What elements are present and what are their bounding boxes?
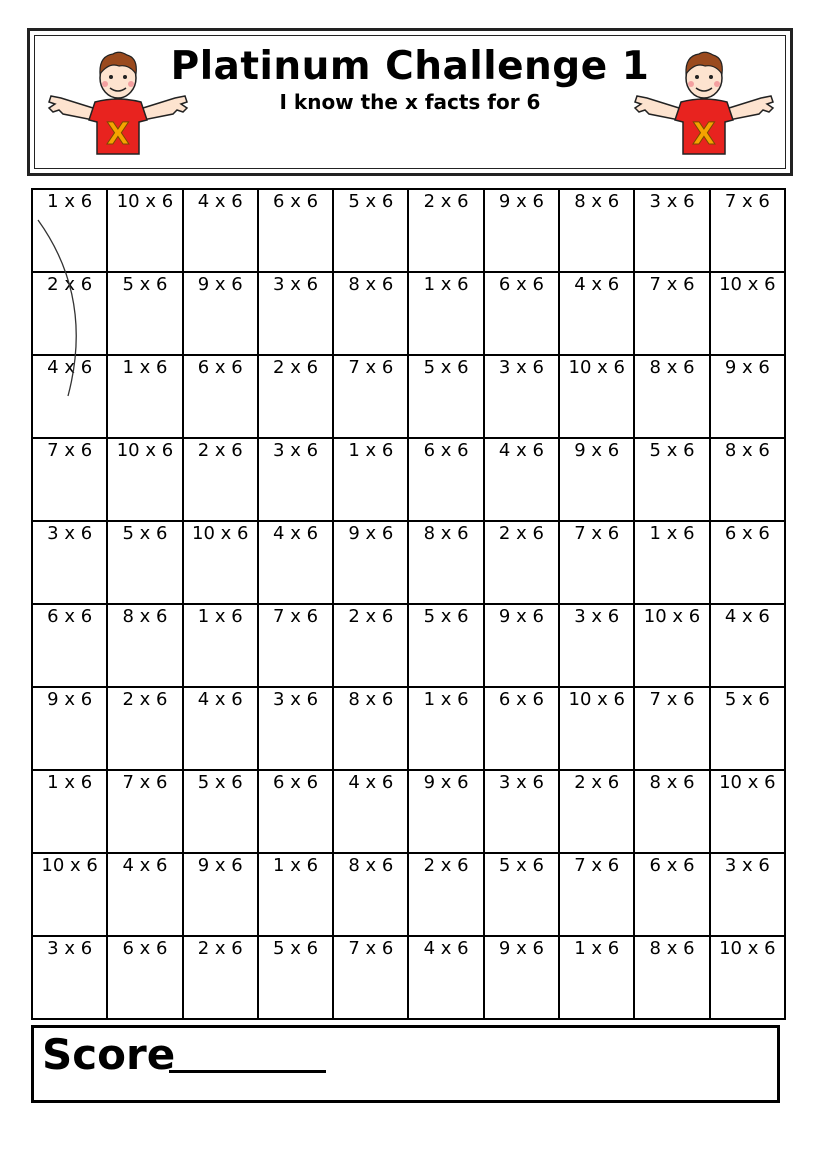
multiplication-question: 1 x 6 bbox=[47, 772, 93, 793]
multiplication-cell[interactable] bbox=[484, 936, 559, 1019]
multiplication-cell[interactable] bbox=[258, 936, 333, 1019]
multiplication-cell[interactable] bbox=[484, 853, 559, 936]
multiplication-question: 4 x 6 bbox=[273, 523, 319, 544]
multiplication-question: 1 x 6 bbox=[273, 855, 319, 876]
multiplication-question: 8 x 6 bbox=[348, 689, 394, 710]
grid-row bbox=[32, 521, 785, 604]
multiplication-question: 3 x 6 bbox=[47, 523, 93, 544]
multiplication-cell[interactable] bbox=[183, 438, 258, 521]
multiplication-cell[interactable] bbox=[559, 521, 634, 604]
multiplication-cell[interactable] bbox=[258, 438, 333, 521]
multiplication-cell[interactable] bbox=[710, 272, 785, 355]
multiplication-question: 6 x 6 bbox=[498, 274, 544, 295]
multiplication-cell[interactable] bbox=[710, 604, 785, 687]
page-subtitle: I know the x facts for 6 bbox=[279, 90, 541, 114]
multiplication-question: 4 x 6 bbox=[122, 855, 168, 876]
multiplication-cell[interactable] bbox=[710, 770, 785, 853]
multiplication-question: 4 x 6 bbox=[574, 274, 620, 295]
multiplication-question: 7 x 6 bbox=[649, 689, 695, 710]
multiplication-cell[interactable] bbox=[484, 604, 559, 687]
multiplication-question: 2 x 6 bbox=[122, 689, 168, 710]
multiplication-question: 9 x 6 bbox=[498, 606, 544, 627]
multiplication-cell[interactable] bbox=[258, 687, 333, 770]
multiplication-cell[interactable] bbox=[408, 853, 483, 936]
multiplication-question: 6 x 6 bbox=[273, 772, 319, 793]
multiplication-question: 3 x 6 bbox=[649, 191, 695, 212]
multiplication-question: 9 x 6 bbox=[47, 689, 93, 710]
multiplication-question: 2 x 6 bbox=[423, 191, 469, 212]
multiplication-cell[interactable] bbox=[107, 438, 182, 521]
multiplication-question: 1 x 6 bbox=[574, 938, 620, 959]
mascot-letter-x: X bbox=[692, 117, 716, 152]
multiplication-cell[interactable] bbox=[258, 355, 333, 438]
multiplication-question: 5 x 6 bbox=[423, 606, 469, 627]
multiplication-cell[interactable] bbox=[408, 687, 483, 770]
multiplication-cell[interactable] bbox=[183, 189, 258, 272]
multiplication-question: 6 x 6 bbox=[273, 191, 319, 212]
multiplication-cell[interactable] bbox=[183, 770, 258, 853]
multiplication-question: 5 x 6 bbox=[423, 357, 469, 378]
multiplication-cell[interactable] bbox=[333, 272, 408, 355]
multiplication-question: 7 x 6 bbox=[122, 772, 168, 793]
multiplication-cell[interactable] bbox=[258, 272, 333, 355]
multiplication-question: 9 x 6 bbox=[197, 855, 243, 876]
multiplication-cell[interactable] bbox=[408, 604, 483, 687]
multiplication-question: 3 x 6 bbox=[574, 606, 620, 627]
multiplication-cell[interactable] bbox=[183, 521, 258, 604]
multiplication-question: 8 x 6 bbox=[423, 523, 469, 544]
multiplication-cell[interactable] bbox=[559, 438, 634, 521]
multiplication-question: 7 x 6 bbox=[574, 523, 620, 544]
multiplication-cell[interactable] bbox=[710, 438, 785, 521]
multiplication-cell[interactable] bbox=[333, 770, 408, 853]
multiplication-cell[interactable] bbox=[183, 936, 258, 1019]
multiplication-question: 7 x 6 bbox=[649, 274, 695, 295]
multiplication-cell[interactable] bbox=[710, 687, 785, 770]
multiplication-question: 2 x 6 bbox=[348, 606, 394, 627]
multiplication-question: 3 x 6 bbox=[498, 772, 544, 793]
multiplication-cell[interactable] bbox=[559, 687, 634, 770]
multiplication-cell[interactable] bbox=[634, 438, 709, 521]
multiplication-cell[interactable] bbox=[634, 604, 709, 687]
multiplication-question: 5 x 6 bbox=[498, 855, 544, 876]
multiplication-cell[interactable] bbox=[183, 272, 258, 355]
multiplication-question: 6 x 6 bbox=[498, 689, 544, 710]
multiplication-question: 1 x 6 bbox=[47, 191, 93, 212]
multiplication-cell[interactable] bbox=[559, 853, 634, 936]
multiplication-cell[interactable] bbox=[559, 189, 634, 272]
multiplication-cell[interactable] bbox=[32, 687, 107, 770]
multiplication-question: 10 x 6 bbox=[568, 689, 625, 710]
multiplication-question: 2 x 6 bbox=[574, 772, 620, 793]
multiplication-cell[interactable] bbox=[408, 189, 483, 272]
multiplication-question: 8 x 6 bbox=[122, 606, 168, 627]
multiplication-question: 1 x 6 bbox=[197, 606, 243, 627]
multiplication-question: 7 x 6 bbox=[348, 938, 394, 959]
multiplication-question: 2 x 6 bbox=[498, 523, 544, 544]
multiplication-cell[interactable] bbox=[484, 355, 559, 438]
multiplication-cell[interactable] bbox=[333, 853, 408, 936]
multiplication-cell[interactable] bbox=[634, 770, 709, 853]
multiplication-question: 1 x 6 bbox=[649, 523, 695, 544]
score-answer-line[interactable] bbox=[169, 1070, 326, 1073]
multiplication-cell[interactable] bbox=[484, 189, 559, 272]
multiplication-cell[interactable] bbox=[408, 438, 483, 521]
multiplication-cell[interactable] bbox=[32, 521, 107, 604]
grid-body bbox=[32, 189, 785, 1019]
multiplication-cell[interactable] bbox=[32, 853, 107, 936]
multiplication-question: 8 x 6 bbox=[724, 440, 770, 461]
multiplication-question: 7 x 6 bbox=[348, 357, 394, 378]
multiplication-question: 4 x 6 bbox=[498, 440, 544, 461]
multiplication-cell[interactable] bbox=[333, 521, 408, 604]
multiplication-question: 9 x 6 bbox=[574, 440, 620, 461]
multiplication-cell[interactable] bbox=[710, 189, 785, 272]
multiplication-question: 3 x 6 bbox=[47, 938, 93, 959]
multiplication-cell[interactable] bbox=[32, 604, 107, 687]
header-banner bbox=[27, 28, 793, 176]
multiplication-question: 7 x 6 bbox=[574, 855, 620, 876]
multiplication-question: 6 x 6 bbox=[423, 440, 469, 461]
multiplication-cell[interactable] bbox=[258, 189, 333, 272]
multiplication-cell[interactable] bbox=[183, 853, 258, 936]
multiplication-question: 10 x 6 bbox=[568, 357, 625, 378]
multiplication-cell[interactable] bbox=[559, 936, 634, 1019]
multiplication-cell[interactable] bbox=[32, 272, 107, 355]
multiplication-question: 6 x 6 bbox=[122, 938, 168, 959]
multiplication-cell[interactable] bbox=[408, 355, 483, 438]
multiplication-cell[interactable] bbox=[107, 687, 182, 770]
multiplication-question: 8 x 6 bbox=[649, 357, 695, 378]
multiplication-cell[interactable] bbox=[634, 272, 709, 355]
multiplication-question: 1 x 6 bbox=[423, 689, 469, 710]
multiplication-question: 3 x 6 bbox=[273, 689, 319, 710]
multiplication-question: 6 x 6 bbox=[724, 523, 770, 544]
grid-row bbox=[32, 438, 785, 521]
times-table-grid bbox=[31, 188, 786, 1020]
multiplication-cell[interactable] bbox=[333, 438, 408, 521]
multiplication-cell[interactable] bbox=[183, 604, 258, 687]
multiplication-cell[interactable] bbox=[634, 355, 709, 438]
multiplication-cell[interactable] bbox=[107, 355, 182, 438]
page-title: Platinum Challenge 1 bbox=[170, 44, 650, 89]
multiplication-question: 5 x 6 bbox=[273, 938, 319, 959]
multiplication-cell[interactable] bbox=[107, 853, 182, 936]
grid-row bbox=[32, 189, 785, 272]
multiplication-cell[interactable] bbox=[32, 770, 107, 853]
multiplication-question: 5 x 6 bbox=[724, 689, 770, 710]
grid-row bbox=[32, 687, 785, 770]
multiplication-cell[interactable] bbox=[484, 770, 559, 853]
multiplication-question: 7 x 6 bbox=[724, 191, 770, 212]
score-label: Score bbox=[42, 1030, 176, 1079]
multiplication-question: 4 x 6 bbox=[197, 689, 243, 710]
multiplication-cell[interactable] bbox=[258, 604, 333, 687]
multiplication-cell[interactable] bbox=[408, 936, 483, 1019]
multiplication-question: 4 x 6 bbox=[197, 191, 243, 212]
score-box bbox=[31, 1025, 780, 1103]
grid-row bbox=[32, 604, 785, 687]
multiplication-question: 9 x 6 bbox=[724, 357, 770, 378]
multiplication-question: 3 x 6 bbox=[498, 357, 544, 378]
multiplication-question: 9 x 6 bbox=[498, 191, 544, 212]
grid-row bbox=[32, 853, 785, 936]
multiplication-cell[interactable] bbox=[710, 936, 785, 1019]
multiplication-question: 4 x 6 bbox=[348, 772, 394, 793]
multiplication-cell[interactable] bbox=[408, 521, 483, 604]
multiplication-cell[interactable] bbox=[32, 189, 107, 272]
multiplication-cell[interactable] bbox=[333, 189, 408, 272]
multiplication-question: 1 x 6 bbox=[122, 357, 168, 378]
multiplication-cell[interactable] bbox=[484, 521, 559, 604]
multiplication-cell[interactable] bbox=[183, 687, 258, 770]
multiplication-cell[interactable] bbox=[559, 770, 634, 853]
multiplication-cell[interactable] bbox=[107, 770, 182, 853]
multiplication-cell[interactable] bbox=[484, 687, 559, 770]
multiplication-question: 2 x 6 bbox=[47, 274, 93, 295]
multiplication-question: 1 x 6 bbox=[348, 440, 394, 461]
multiplication-question: 10 x 6 bbox=[719, 772, 776, 793]
multiplication-question: 8 x 6 bbox=[649, 938, 695, 959]
multiplication-cell[interactable] bbox=[258, 853, 333, 936]
multiplication-question: 7 x 6 bbox=[273, 606, 319, 627]
multiplication-question: 6 x 6 bbox=[649, 855, 695, 876]
multiplication-cell[interactable] bbox=[107, 936, 182, 1019]
grid-row bbox=[32, 272, 785, 355]
multiplication-cell[interactable] bbox=[107, 272, 182, 355]
multiplication-cell[interactable] bbox=[634, 189, 709, 272]
multiplication-cell[interactable] bbox=[559, 272, 634, 355]
header-inner-border bbox=[34, 35, 786, 169]
multiplication-question: 9 x 6 bbox=[498, 938, 544, 959]
multiplication-question: 10 x 6 bbox=[719, 938, 776, 959]
multiplication-cell[interactable] bbox=[408, 272, 483, 355]
multiplication-question: 10 x 6 bbox=[719, 274, 776, 295]
multiplication-question: 4 x 6 bbox=[724, 606, 770, 627]
grid-row bbox=[32, 770, 785, 853]
multiplication-cell[interactable] bbox=[107, 604, 182, 687]
multiplication-question: 8 x 6 bbox=[348, 274, 394, 295]
multiplication-cell[interactable] bbox=[484, 438, 559, 521]
multiplication-cell[interactable] bbox=[559, 355, 634, 438]
multiplication-question: 10 x 6 bbox=[116, 191, 174, 212]
multiplication-question: 3 x 6 bbox=[273, 440, 319, 461]
multiplication-cell[interactable] bbox=[634, 521, 709, 604]
multiplication-question: 8 x 6 bbox=[574, 191, 620, 212]
multiplication-question: 3 x 6 bbox=[273, 274, 319, 295]
multiplication-cell[interactable] bbox=[333, 936, 408, 1019]
multiplication-cell[interactable] bbox=[710, 521, 785, 604]
multiplication-question: 2 x 6 bbox=[197, 440, 243, 461]
multiplication-question: 3 x 6 bbox=[724, 855, 770, 876]
grid-row bbox=[32, 355, 785, 438]
multiplication-question: 9 x 6 bbox=[348, 523, 394, 544]
multiplication-cell[interactable] bbox=[107, 189, 182, 272]
multiplication-cell[interactable] bbox=[634, 853, 709, 936]
multiplication-question: 2 x 6 bbox=[423, 855, 469, 876]
multiplication-cell[interactable] bbox=[32, 438, 107, 521]
multiplication-cell[interactable] bbox=[32, 355, 107, 438]
multiplication-question: 5 x 6 bbox=[122, 274, 168, 295]
multiplication-question: 9 x 6 bbox=[423, 772, 469, 793]
multiplication-cell[interactable] bbox=[107, 521, 182, 604]
multiplication-question: 5 x 6 bbox=[649, 440, 695, 461]
multiplication-cell[interactable] bbox=[258, 521, 333, 604]
multiplication-question: 10 x 6 bbox=[192, 523, 249, 544]
multiplication-cell[interactable] bbox=[559, 604, 634, 687]
multiplication-cell[interactable] bbox=[258, 770, 333, 853]
grid-row bbox=[32, 936, 785, 1019]
multiplication-question: 6 x 6 bbox=[197, 357, 243, 378]
multiplication-question: 5 x 6 bbox=[122, 523, 168, 544]
multiplication-question: 10 x 6 bbox=[643, 606, 701, 627]
multiplication-cell[interactable] bbox=[32, 936, 107, 1019]
multiplication-question: 4 x 6 bbox=[423, 938, 469, 959]
multiplication-cell[interactable] bbox=[333, 687, 408, 770]
multiplication-cell[interactable] bbox=[183, 355, 258, 438]
multiplication-cell[interactable] bbox=[710, 853, 785, 936]
multiplication-question: 5 x 6 bbox=[197, 772, 243, 793]
multiplication-question: 2 x 6 bbox=[273, 357, 319, 378]
mascot-letter-x: X bbox=[106, 117, 130, 152]
mascot-boy-right-image bbox=[629, 46, 779, 158]
multiplication-cell[interactable] bbox=[710, 355, 785, 438]
multiplication-question: 5 x 6 bbox=[348, 191, 394, 212]
multiplication-question: 1 x 6 bbox=[423, 274, 469, 295]
multiplication-cell[interactable] bbox=[634, 687, 709, 770]
multiplication-cell[interactable] bbox=[333, 604, 408, 687]
multiplication-question: 7 x 6 bbox=[47, 440, 93, 461]
multiplication-question: 6 x 6 bbox=[47, 606, 93, 627]
multiplication-cell[interactable] bbox=[634, 936, 709, 1019]
multiplication-cell[interactable] bbox=[408, 770, 483, 853]
multiplication-question: 9 x 6 bbox=[197, 274, 243, 295]
multiplication-cell[interactable] bbox=[333, 355, 408, 438]
multiplication-question: 10 x 6 bbox=[41, 855, 98, 876]
multiplication-question: 4 x 6 bbox=[47, 357, 93, 378]
multiplication-question: 8 x 6 bbox=[649, 772, 695, 793]
multiplication-cell[interactable] bbox=[484, 272, 559, 355]
multiplication-question: 10 x 6 bbox=[116, 440, 174, 461]
multiplication-question: 2 x 6 bbox=[197, 938, 243, 959]
multiplication-question: 8 x 6 bbox=[348, 855, 394, 876]
